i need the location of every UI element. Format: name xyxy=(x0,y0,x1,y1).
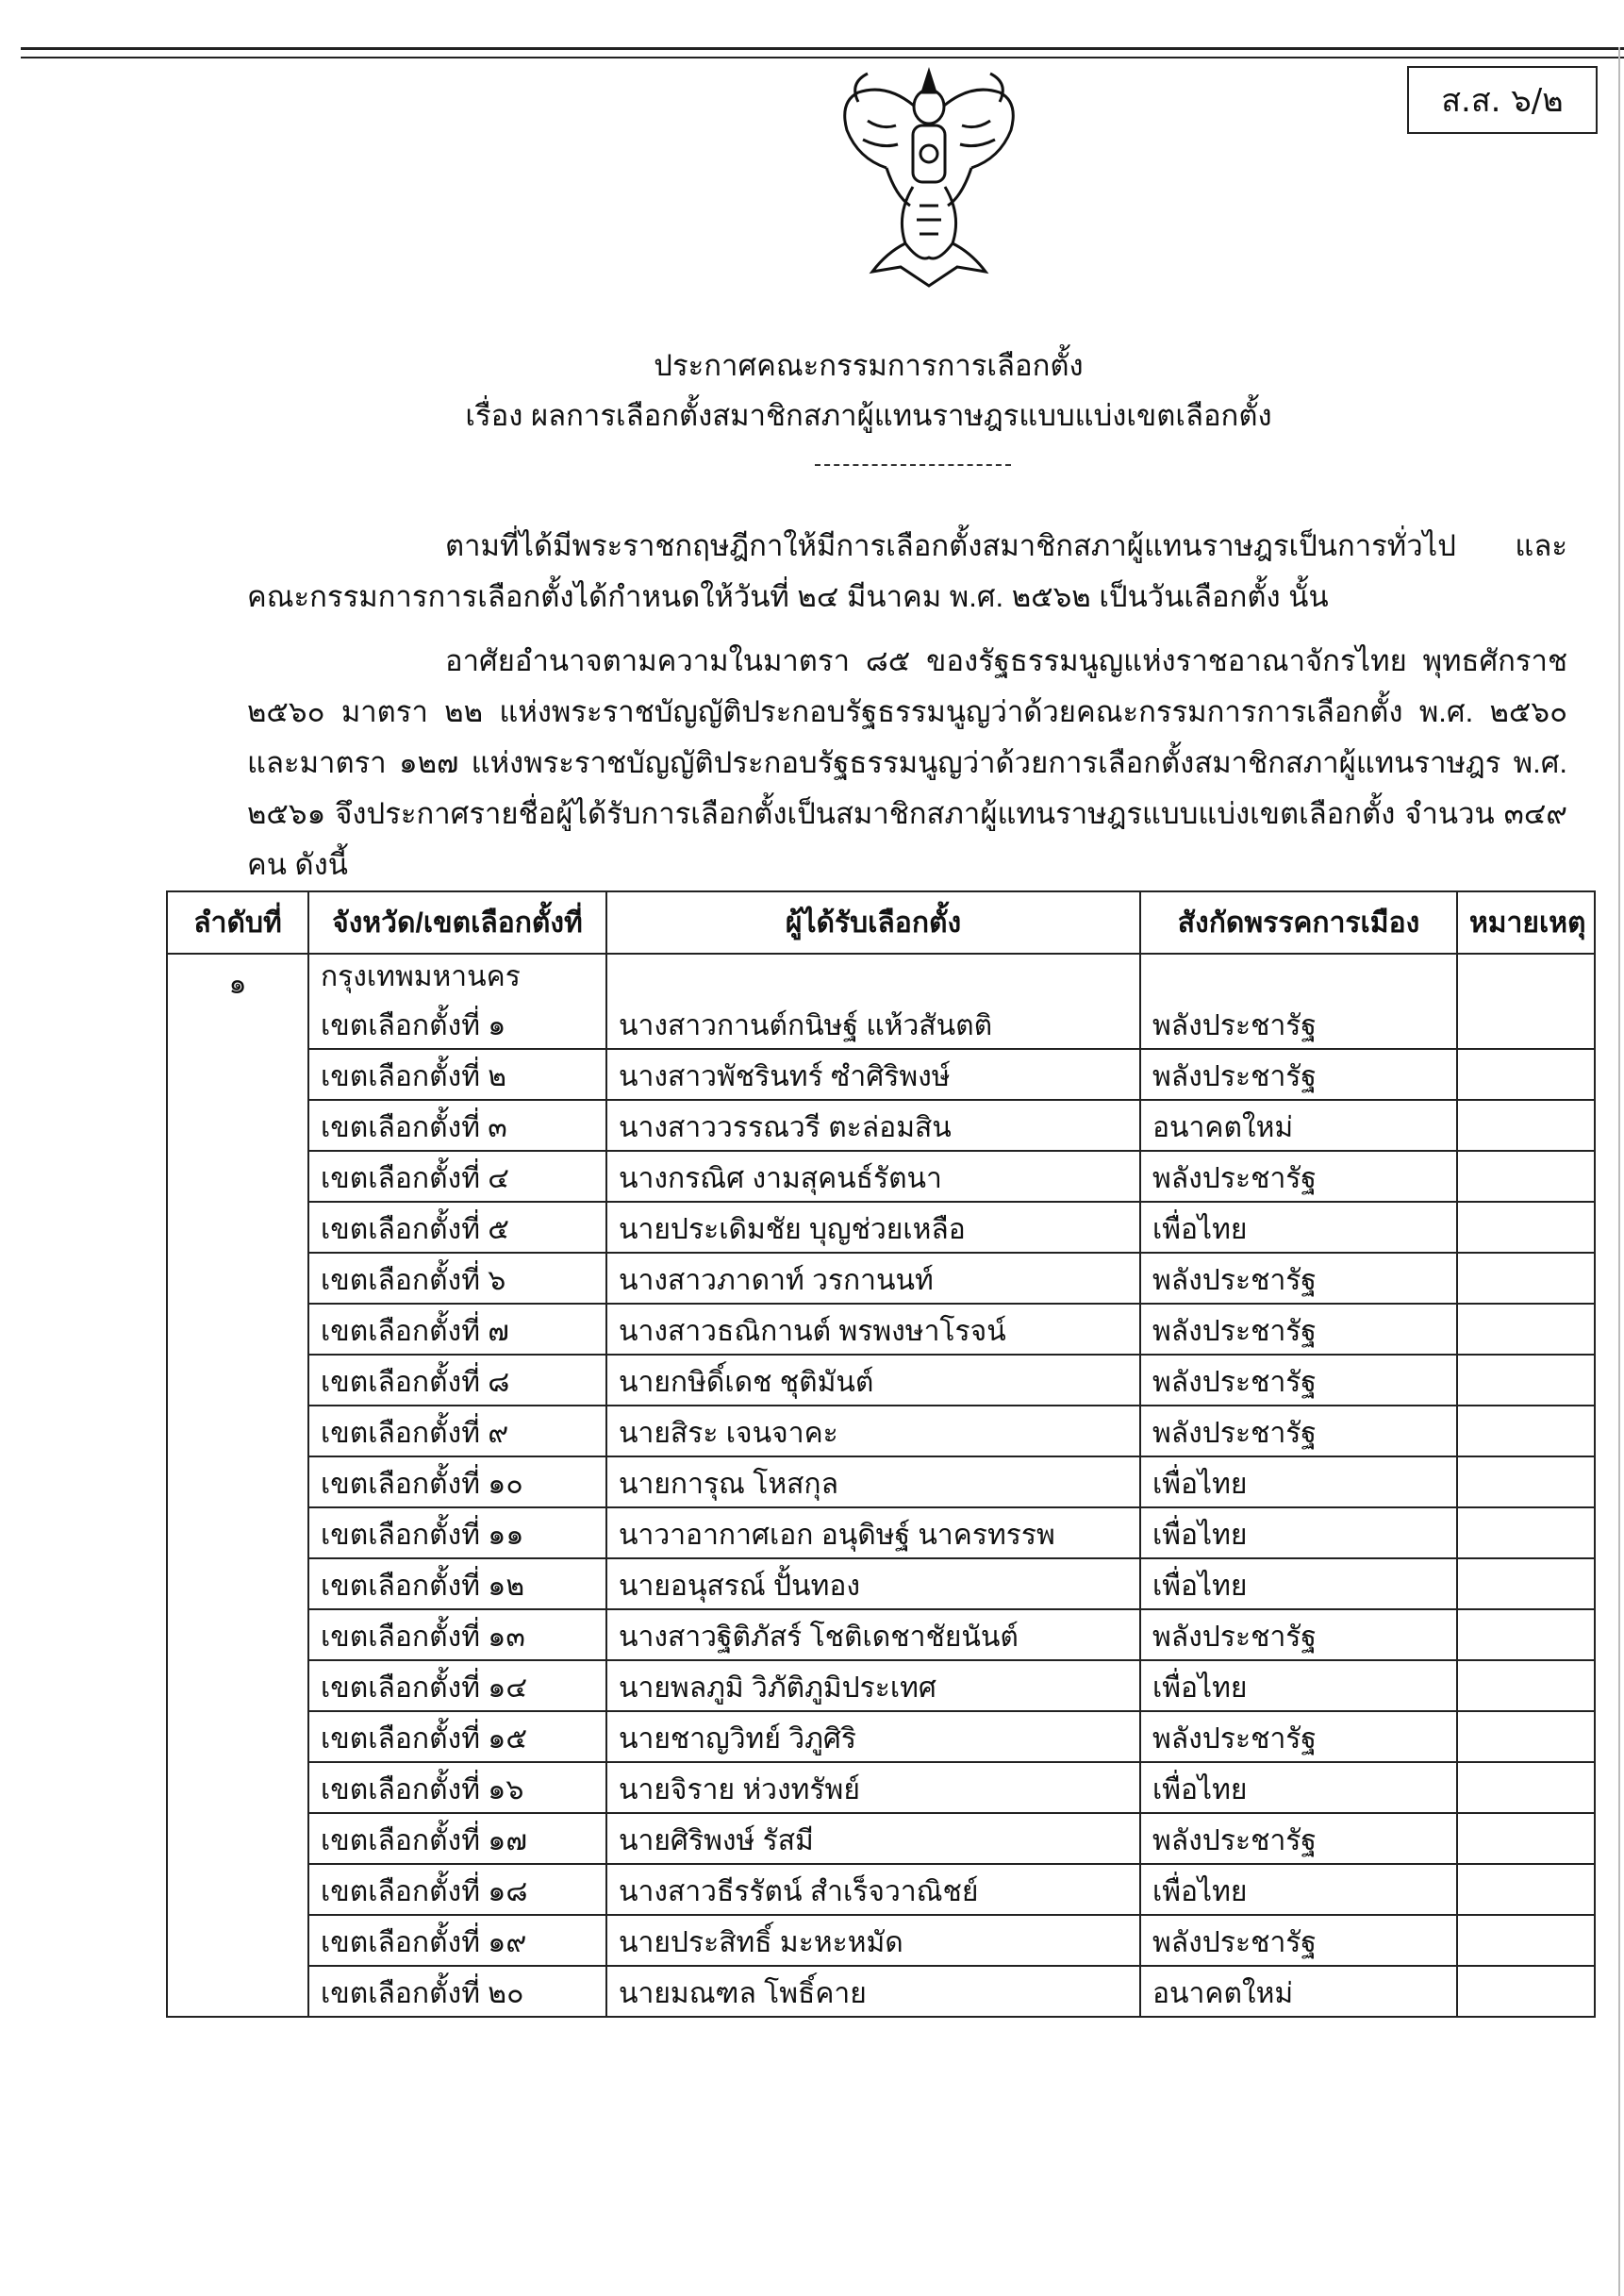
table-row xyxy=(167,1151,1595,1202)
table-row xyxy=(167,1813,1595,1864)
announcement-title: ประกาศคณะกรรมการการเลือกตั้ง xyxy=(654,349,1084,382)
district-cell: เขตเลือกตั้งที่ ๑๕ xyxy=(308,1711,606,1762)
note-cell xyxy=(1457,1406,1595,1456)
table-row xyxy=(167,1660,1595,1711)
note-cell xyxy=(1457,1762,1595,1813)
table-row xyxy=(167,1507,1595,1558)
district-cell: เขตเลือกตั้งที่ ๑๐ xyxy=(308,1456,606,1507)
party-cell: เพื่อไทย xyxy=(1140,1660,1457,1711)
party-cell: เพื่อไทย xyxy=(1140,1864,1457,1915)
table-row xyxy=(167,1711,1595,1762)
note-cell xyxy=(1457,1609,1595,1660)
party-cell: พลังประชารัฐ xyxy=(1140,1406,1457,1456)
party-cell: เพื่อไทย xyxy=(1140,1507,1457,1558)
elected-name-cell: นางสาวฐิติภัสร์ โชติเดชาชัยนันต์ xyxy=(606,1609,1140,1660)
elected-name-cell: นางสาวภาดาท์ วรกานนท์ xyxy=(606,1253,1140,1304)
district-cell: เขตเลือกตั้งที่ ๙ xyxy=(308,1406,606,1456)
party-cell: พลังประชารัฐ xyxy=(1140,1355,1457,1406)
district-cell: เขตเลือกตั้งที่ ๑๙ xyxy=(308,1915,606,1966)
results-table xyxy=(166,890,1596,2018)
province-empty-note xyxy=(1457,954,1595,999)
elected-name-cell: นายประสิทธิ์ มะหะหมัด xyxy=(606,1915,1140,1966)
table-row xyxy=(167,1355,1595,1406)
header-district: จังหวัด/เขตเลือกตั้งที่ xyxy=(308,891,606,954)
note-cell xyxy=(1457,1049,1595,1100)
header-elected: ผู้ได้รับเลือกตั้ง xyxy=(606,891,1140,954)
party-cell: อนาคตใหม่ xyxy=(1140,1966,1457,2017)
district-cell: เขตเลือกตั้งที่ ๘ xyxy=(308,1355,606,1406)
table-row xyxy=(167,1406,1595,1456)
header-order: ลำดับที่ xyxy=(167,891,308,954)
paragraph-2: อาศัยอำนาจตามความในมาตรา ๘๕ ของรัฐธรรมนูญแห่งราชอาณาจักรไทย พุทธศักราช ๒๕๖๐ มาตรา ๒๒ แห่งพระราชบัญญัติประกอบรัฐธรรมนูญว่าด้วยคณะกรรมการการเลือกตั้ง พ.ศ. ๒๕๖๐ และมาตรา ๑๒๗ แห่งพระราชบัญญัติประกอบรัฐธรรมนูญว่าด้วยการเลือกตั้งสมาชิกสภาผู้แทนราษฎร พ.ศ. ๒๕๖๑ จึงประกาศรายชื่อผู้ได้รับการเลือกตั้งเป็นสมาชิกสภาผู้แทนราษฎรแบบแบ่งเขตเลือกตั้ง จำนวน ๓๔๙ คน ดังนี้ xyxy=(247,644,1567,881)
note-cell xyxy=(1457,1915,1595,1966)
note-cell xyxy=(1457,1100,1595,1151)
elected-name-cell: นาวาอากาศเอก อนุดิษฐ์ นาครทรรพ xyxy=(606,1507,1140,1558)
party-cell: พลังประชารัฐ xyxy=(1140,1253,1457,1304)
table-row xyxy=(167,1049,1595,1100)
district-cell: เขตเลือกตั้งที่ ๗ xyxy=(308,1304,606,1355)
note-cell xyxy=(1457,1202,1595,1253)
elected-name-cell: นายอนุสรณ์ ปั้นทอง xyxy=(606,1558,1140,1609)
district-cell: เขตเลือกตั้งที่ ๑๔ xyxy=(308,1660,606,1711)
note-cell xyxy=(1457,1456,1595,1507)
elected-name-cell: นางสาวพัชรินทร์ ซำศิริพงษ์ xyxy=(606,1049,1140,1100)
district-cell: เขตเลือกตั้งที่ ๑๗ xyxy=(308,1813,606,1864)
district-cell: เขตเลือกตั้งที่ ๕ xyxy=(308,1202,606,1253)
table-row xyxy=(167,1253,1595,1304)
elected-name-cell: นางสาวธณิกานต์ พรพงษาโรจน์ xyxy=(606,1304,1140,1355)
party-cell: พลังประชารัฐ xyxy=(1140,999,1457,1049)
note-cell xyxy=(1457,1660,1595,1711)
table-row xyxy=(167,999,1595,1049)
party-cell: พลังประชารัฐ xyxy=(1140,1711,1457,1762)
elected-name-cell: นายศิริพงษ์ รัสมี xyxy=(606,1813,1140,1864)
party-cell: อนาคตใหม่ xyxy=(1140,1100,1457,1151)
party-cell: เพื่อไทย xyxy=(1140,1456,1457,1507)
province-empty-name xyxy=(606,954,1140,999)
elected-name-cell: นายมณฑล โพธิ์คาย xyxy=(606,1966,1140,2017)
district-cell: เขตเลือกตั้งที่ ๔ xyxy=(308,1151,606,1202)
table-row xyxy=(167,1100,1595,1151)
table-row xyxy=(167,1966,1595,2017)
table-row xyxy=(167,1456,1595,1507)
party-cell: พลังประชารัฐ xyxy=(1140,1049,1457,1100)
elected-name-cell: นายพลภูมิ วิภัติภูมิประเทศ xyxy=(606,1660,1140,1711)
party-cell: เพื่อไทย xyxy=(1140,1202,1457,1253)
district-cell: เขตเลือกตั้งที่ ๑๓ xyxy=(308,1609,606,1660)
note-cell xyxy=(1457,1966,1595,2017)
note-cell xyxy=(1457,1355,1595,1406)
note-cell xyxy=(1457,1507,1595,1558)
note-cell xyxy=(1457,1711,1595,1762)
elected-name-cell: นางสาววรรณวรี ตะล่อมสิน xyxy=(606,1100,1140,1151)
order-cell: ๑ xyxy=(167,954,308,2017)
note-cell xyxy=(1457,1813,1595,1864)
elected-name-cell: นายกษิดิ์เดช ชุติมันต์ xyxy=(606,1355,1140,1406)
form-code-box: ส.ส. ๖/๒ xyxy=(1407,66,1598,134)
elected-name-cell: นางสาวกานต์กนิษฐ์ แห้วสันตติ xyxy=(606,999,1140,1049)
header-note: หมายเหตุ xyxy=(1457,891,1595,954)
table-row xyxy=(167,1558,1595,1609)
party-cell: เพื่อไทย xyxy=(1140,1558,1457,1609)
province-row xyxy=(167,954,1595,999)
note-cell xyxy=(1457,1558,1595,1609)
header-party: สังกัดพรรคการเมือง xyxy=(1140,891,1457,954)
district-cell: เขตเลือกตั้งที่ ๓ xyxy=(308,1100,606,1151)
party-cell: พลังประชารัฐ xyxy=(1140,1151,1457,1202)
province-empty-party xyxy=(1140,954,1457,999)
elected-name-cell: นายสิระ เจนจาคะ xyxy=(606,1406,1140,1456)
table-row xyxy=(167,1864,1595,1915)
note-cell xyxy=(1457,1253,1595,1304)
district-cell: เขตเลือกตั้งที่ ๑๑ xyxy=(308,1507,606,1558)
table-row xyxy=(167,1304,1595,1355)
elected-name-cell: นายประเดิมชัย บุญช่วยเหลือ xyxy=(606,1202,1140,1253)
party-cell: พลังประชารัฐ xyxy=(1140,1813,1457,1864)
party-cell: พลังประชารัฐ xyxy=(1140,1915,1457,1966)
top-rule-thin xyxy=(21,57,1624,58)
title-underline xyxy=(815,464,1011,466)
top-rule xyxy=(21,47,1624,50)
party-cell: พลังประชารัฐ xyxy=(1140,1609,1457,1660)
note-cell xyxy=(1457,999,1595,1049)
table-row xyxy=(167,1202,1595,1253)
province-cell: กรุงเทพมหานคร xyxy=(308,954,606,999)
garuda-emblem xyxy=(830,64,1028,292)
district-cell: เขตเลือกตั้งที่ ๑๘ xyxy=(308,1864,606,1915)
district-cell: เขตเลือกตั้งที่ ๖ xyxy=(308,1253,606,1304)
note-cell xyxy=(1457,1304,1595,1355)
district-cell: เขตเลือกตั้งที่ ๒ xyxy=(308,1049,606,1100)
party-cell: เพื่อไทย xyxy=(1140,1762,1457,1813)
note-cell xyxy=(1457,1151,1595,1202)
elected-name-cell: นายการุณ โหสกุล xyxy=(606,1456,1140,1507)
district-cell: เขตเลือกตั้งที่ ๒๐ xyxy=(308,1966,606,2017)
district-cell: เขตเลือกตั้งที่ ๑ xyxy=(308,999,606,1049)
table-row xyxy=(167,1915,1595,1966)
note-cell xyxy=(1457,1864,1595,1915)
announcement-subject: เรื่อง ผลการเลือกตั้งสมาชิกสภาผู้แทนราษฎรแบบแบ่งเขตเลือกตั้ง xyxy=(465,399,1272,432)
elected-name-cell: นางกรณิศ งามสุคนธ์รัตนา xyxy=(606,1151,1140,1202)
elected-name-cell: นางสาวธีรรัตน์ สำเร็จวาณิชย์ xyxy=(606,1864,1140,1915)
district-cell: เขตเลือกตั้งที่ ๑๒ xyxy=(308,1558,606,1609)
district-cell: เขตเลือกตั้งที่ ๑๖ xyxy=(308,1762,606,1813)
party-cell: พลังประชารัฐ xyxy=(1140,1304,1457,1355)
elected-name-cell: นายชาญวิทย์ วิภูศิริ xyxy=(606,1711,1140,1762)
table-row xyxy=(167,1609,1595,1660)
table-header-row xyxy=(167,891,1595,954)
table-row xyxy=(167,1762,1595,1813)
paragraph-1: ตามที่ได้มีพระราชกฤษฎีกาให้มีการเลือกตั้งสมาชิกสภาผู้แทนราษฎรเป็นการทั่วไป และคณะกรรมการการเลือกตั้งได้กำหนดให้วันที่ ๒๔ มีนาคม พ.ศ. ๒๕๖๒ เป็นวันเลือกตั้ง นั้น xyxy=(247,529,1567,613)
elected-name-cell: นายจิราย ห่วงทรัพย์ xyxy=(606,1762,1140,1813)
